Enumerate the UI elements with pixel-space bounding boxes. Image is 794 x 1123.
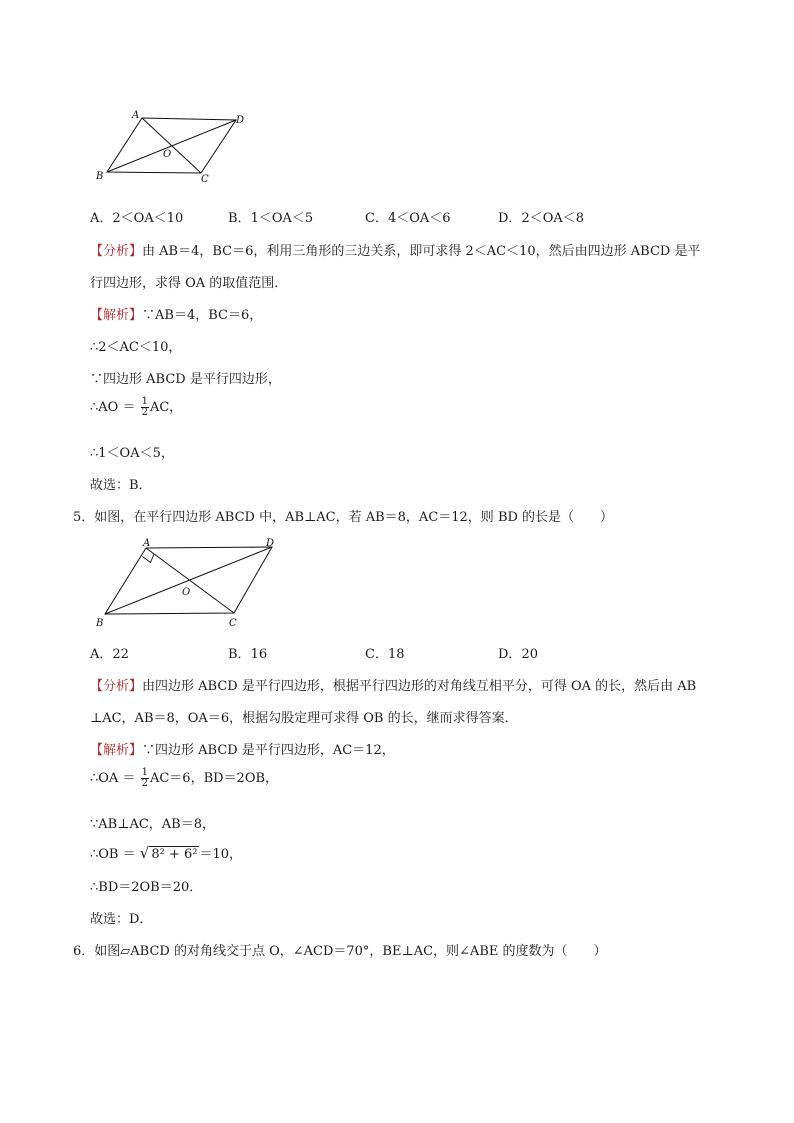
q5-label-o: O bbox=[182, 587, 191, 598]
q5-solution-line4: ∴OB ＝ √ 8² + 6² ＝10， bbox=[90, 844, 242, 862]
q5-analysis-line2: ⊥AC，AB＝8，OA＝6，根据勾股定理可求得 OB 的长，继而求得答案． bbox=[90, 711, 518, 726]
q5-stem: 5．如图，在平行四边形 ABCD 中，AB⊥AC，若 AB＝8，AC＝12，则 BD 的长是（ ） bbox=[73, 510, 614, 525]
q5-fraction-half: $\frac{1}{2}$ bbox=[141, 767, 148, 789]
q5-option-b: B．16 bbox=[228, 647, 268, 662]
q4-solution-tag: 【解析】 bbox=[90, 308, 143, 323]
q5-solution-line1: 【解析】∵四边形 ABCD 是平行四边形，AC＝12， bbox=[90, 743, 395, 758]
q4-option-a: A．2＜OA＜10 bbox=[90, 211, 184, 226]
q4-solution-line4: ∴AO ＝ $\frac{1}{2}$ AC， bbox=[90, 396, 183, 418]
q5-figure bbox=[96, 534, 286, 630]
q5-solution-tag: 【解析】 bbox=[90, 743, 143, 758]
q5-sqrt-sign: √ bbox=[139, 844, 150, 862]
q4-solution-line5: ∴1＜OA＜5， bbox=[90, 446, 174, 461]
q5-option-d: D．20 bbox=[498, 647, 538, 662]
q5-solution-line2: ∴OA ＝ $\frac{1}{2}$ AC＝6，BD＝2OB， bbox=[90, 767, 279, 789]
q5-right-angle-mark bbox=[143, 554, 155, 563]
q4-label-b: B bbox=[96, 171, 104, 182]
q5-diagonal-bd bbox=[105, 547, 272, 614]
q5-analysis-tag: 【分析】 bbox=[90, 679, 143, 694]
q5-solution-line3: ∵AB⊥AC，AB＝8， bbox=[90, 817, 215, 832]
q6-stem: 6．如图▱ABCD 的对角线交于点 O，∠ACD＝70°，BE⊥AC，则∠ABE 的度数为（ ） bbox=[73, 944, 607, 959]
q5-choose: 故选：D． bbox=[90, 912, 153, 927]
q4-fraction-half: $\frac{1}{2}$ bbox=[141, 396, 148, 418]
q4-solution-line3: ∵四边形 ABCD 是平行四边形， bbox=[90, 372, 281, 387]
q5-sqrt-radicand: 8² + 6² bbox=[151, 847, 198, 862]
q4-label-o: O bbox=[163, 149, 172, 160]
q5-label-a: A bbox=[143, 538, 151, 549]
q5-analysis-line1: 【分析】由四边形 ABCD 是平行四边形，根据平行四边形的对角线互相平分，可得 OA 的长，然后由 AB bbox=[90, 679, 697, 694]
q5-option-a: A．22 bbox=[90, 647, 129, 662]
q4-solution-line1: 【解析】∵AB＝4，BC＝6， bbox=[90, 308, 263, 323]
q4-option-d: D．2＜OA＜8 bbox=[498, 211, 585, 226]
q4-choose: 故选：B． bbox=[90, 478, 152, 493]
q5-label-d: D bbox=[266, 538, 275, 549]
q4-option-c: C．4＜OA＜6 bbox=[365, 211, 451, 226]
q4-analysis-line2: 行四边形，求得 OA 的取值范围． bbox=[90, 276, 288, 291]
q5-option-c: C．18 bbox=[365, 647, 405, 662]
q4-analysis-line1: 【分析】由 AB＝4，BC＝6，利用三角形的三边关系，即可求得 2＜AC＜10，然后由四边形 ABCD 是平 bbox=[90, 244, 701, 259]
q4-label-d: D bbox=[236, 115, 245, 126]
q4-analysis-tag: 【分析】 bbox=[90, 244, 143, 259]
q4-figure bbox=[90, 105, 260, 185]
q5-label-c: C bbox=[229, 618, 237, 629]
q4-diagonal-bd bbox=[107, 120, 236, 172]
q4-solution-line2: ∴2＜AC＜10， bbox=[90, 340, 182, 355]
q5-label-b: B bbox=[96, 618, 104, 629]
q4-label-a: A bbox=[132, 110, 140, 121]
q4-option-b: B．1＜OA＜5 bbox=[228, 211, 314, 226]
q5-diagonal-ac bbox=[146, 548, 234, 613]
q5-solution-line5: ∴BD＝2OB＝20． bbox=[90, 880, 203, 895]
q4-label-c: C bbox=[201, 174, 209, 185]
